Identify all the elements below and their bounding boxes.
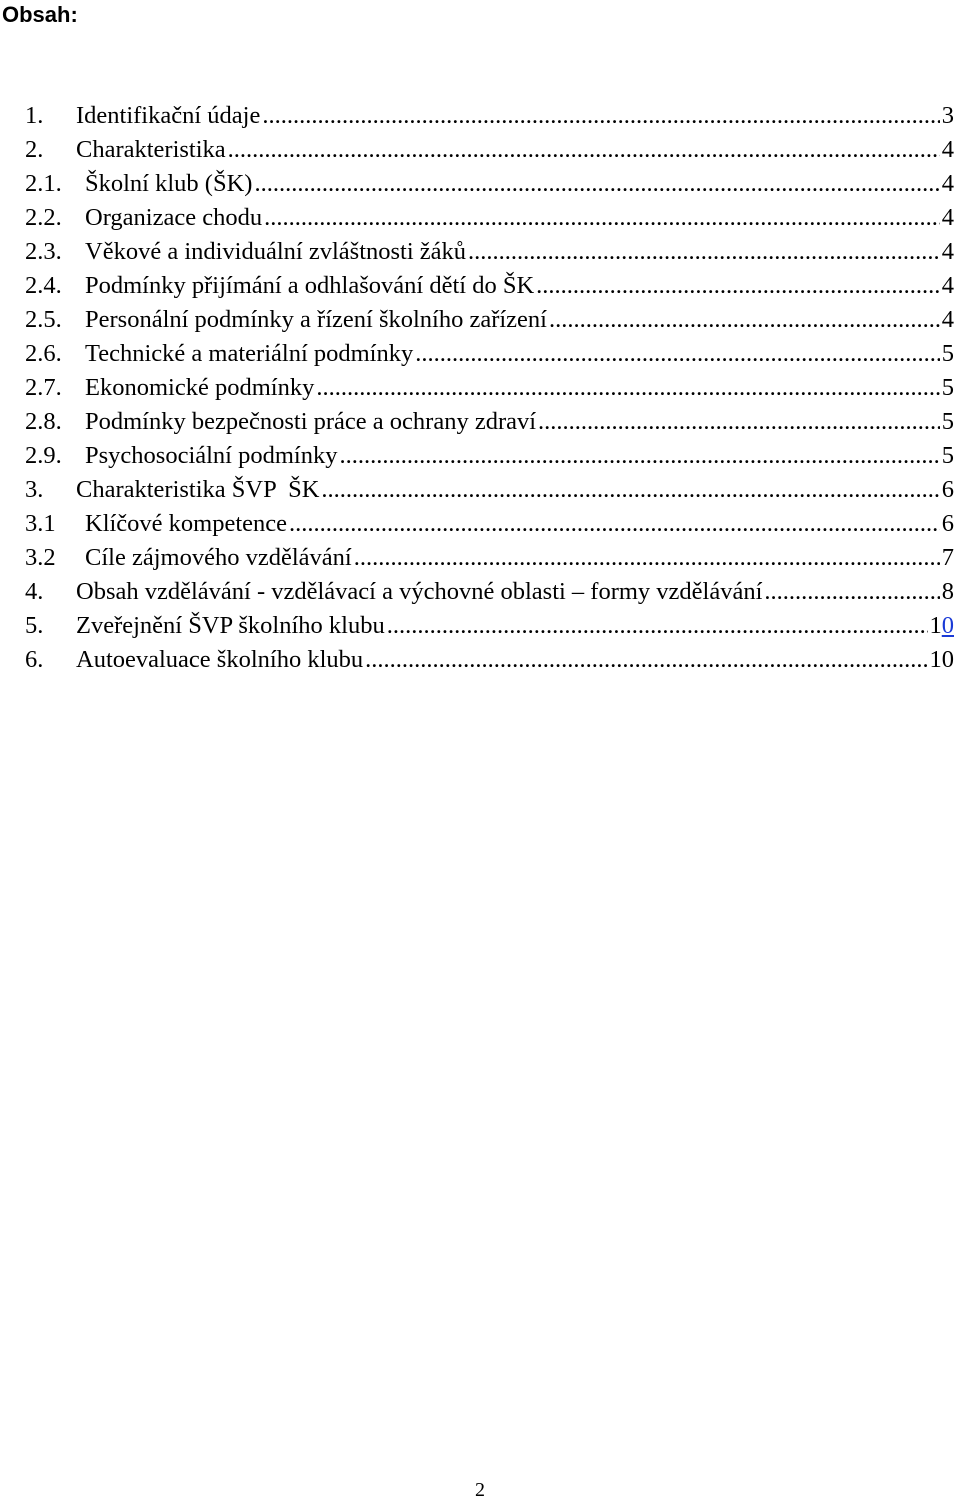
dot-leader xyxy=(354,541,940,575)
toc-entry-number: 2.5. xyxy=(25,306,62,333)
toc-entry-page: 4 xyxy=(941,170,954,197)
toc-entry-4[interactable] xyxy=(25,575,954,609)
dot-leader xyxy=(387,609,928,643)
toc-entry-page: 5 xyxy=(941,408,954,435)
toc-entry-5[interactable] xyxy=(25,609,954,643)
table-of-contents xyxy=(25,99,954,677)
dot-leader xyxy=(415,337,940,371)
toc-entry-title: Školní klub (ŠK) xyxy=(85,170,253,197)
toc-entry-page: 4 xyxy=(941,136,954,163)
toc-entry-page-prefix: 1 xyxy=(929,612,942,639)
toc-entry-number: 2.1. xyxy=(25,170,62,197)
dot-leader xyxy=(316,371,939,405)
toc-entry-3-1[interactable] xyxy=(25,507,954,541)
toc-entry-number: 3.2 xyxy=(25,544,56,571)
toc-entry-title: Psychosociální podmínky xyxy=(85,442,338,469)
toc-entry-3-2[interactable] xyxy=(25,541,954,575)
toc-entry-page: 3 xyxy=(941,102,954,129)
toc-entry-number: 2.2. xyxy=(25,204,62,231)
toc-entry-2-2[interactable] xyxy=(25,201,954,235)
toc-entry-title: Identifikační údaje xyxy=(76,102,261,129)
toc-entry-title: Klíčové kompetence xyxy=(85,510,288,537)
toc-entry-number: 1. xyxy=(25,102,44,129)
toc-entry-number: 6. xyxy=(25,646,44,673)
toc-entry-number: 3. xyxy=(25,476,44,503)
toc-entry-page: 5 xyxy=(941,442,954,469)
page-number: 2 xyxy=(475,1479,485,1501)
toc-entry-page: 8 xyxy=(941,578,954,605)
toc-entry-2-9[interactable] xyxy=(25,439,954,473)
toc-entry-page xyxy=(930,609,955,643)
toc-entry-title: Cíle zájmového vzdělávání xyxy=(85,544,352,571)
toc-entry-number: 2.9. xyxy=(25,442,62,469)
toc-entry-title: Zveřejnění ŠVP školního klubu xyxy=(76,612,385,639)
dot-leader xyxy=(536,269,940,303)
toc-entry-page: 4 xyxy=(941,306,954,333)
toc-entry-title: Ekonomické podmínky xyxy=(85,374,315,401)
toc-entry-title: Organizace chodu xyxy=(85,204,263,231)
toc-entry-number: 2.4. xyxy=(25,272,62,299)
dot-leader xyxy=(538,405,940,439)
dot-leader xyxy=(289,507,940,541)
toc-entry-title: Technické a materiální podmínky xyxy=(85,340,414,367)
dot-leader xyxy=(365,643,927,677)
toc-entry-title: Charakteristika xyxy=(76,136,226,163)
toc-entry-page: 6 xyxy=(941,476,954,503)
dot-leader xyxy=(264,201,940,235)
toc-entry-title: Obsah vzdělávání - vzdělávací a výchovné oblasti – formy vzdělávání xyxy=(76,578,763,605)
dot-leader xyxy=(321,473,939,507)
page-link[interactable]: 0 xyxy=(941,612,954,639)
toc-entry-title: Personální podmínky a řízení školního zařízení xyxy=(85,306,547,333)
toc-entry-1[interactable] xyxy=(25,99,954,133)
toc-entry-2-3[interactable] xyxy=(25,235,954,269)
toc-entry-number: 4. xyxy=(25,578,44,605)
dot-leader xyxy=(262,99,939,133)
toc-entry-2-6[interactable] xyxy=(25,337,954,371)
toc-entry-number: 2.3. xyxy=(25,238,62,265)
toc-entry-6[interactable] xyxy=(25,643,954,677)
toc-entry-2-5[interactable] xyxy=(25,303,954,337)
toc-entry-page: 7 xyxy=(941,544,954,571)
toc-entry-2[interactable] xyxy=(25,133,954,167)
toc-entry-page: 4 xyxy=(941,238,954,265)
toc-entry-page: 6 xyxy=(941,510,954,537)
toc-entry-number: 2.7. xyxy=(25,374,62,401)
toc-entry-page: 5 xyxy=(941,340,954,367)
dot-leader xyxy=(764,575,939,609)
dot-leader xyxy=(468,235,940,269)
toc-entry-2-1[interactable] xyxy=(25,167,954,201)
toc-entry-page: 5 xyxy=(941,374,954,401)
toc-entry-number: 5. xyxy=(25,612,44,639)
toc-entry-number: 3.1 xyxy=(25,510,56,537)
dot-leader xyxy=(339,439,939,473)
toc-entry-number: 2.8. xyxy=(25,408,62,435)
toc-entry-page: 4 xyxy=(941,272,954,299)
dot-leader xyxy=(228,133,940,167)
toc-entry-3[interactable] xyxy=(25,473,954,507)
toc-entry-title: Autoevaluace školního klubu xyxy=(76,646,364,673)
toc-heading: Obsah: xyxy=(2,2,78,27)
toc-entry-title: Charakteristika ŠVP ŠK xyxy=(76,476,320,503)
toc-entry-number: 2. xyxy=(25,136,44,163)
dot-leader xyxy=(549,303,940,337)
toc-entry-2-4[interactable] xyxy=(25,269,954,303)
toc-entry-page: 10 xyxy=(929,646,954,673)
toc-entry-title: Věkové a individuální zvláštnosti žáků xyxy=(85,238,467,265)
toc-entry-2-7[interactable] xyxy=(25,371,954,405)
toc-entry-title: Podmínky přijímání a odhlašování dětí do ŠK xyxy=(85,272,535,299)
toc-entry-page: 4 xyxy=(941,204,954,231)
toc-entry-2-8[interactable] xyxy=(25,405,954,439)
toc-entry-number: 2.6. xyxy=(25,340,62,367)
dot-leader xyxy=(254,167,939,201)
toc-entry-title: Podmínky bezpečnosti práce a ochrany zdraví xyxy=(85,408,537,435)
